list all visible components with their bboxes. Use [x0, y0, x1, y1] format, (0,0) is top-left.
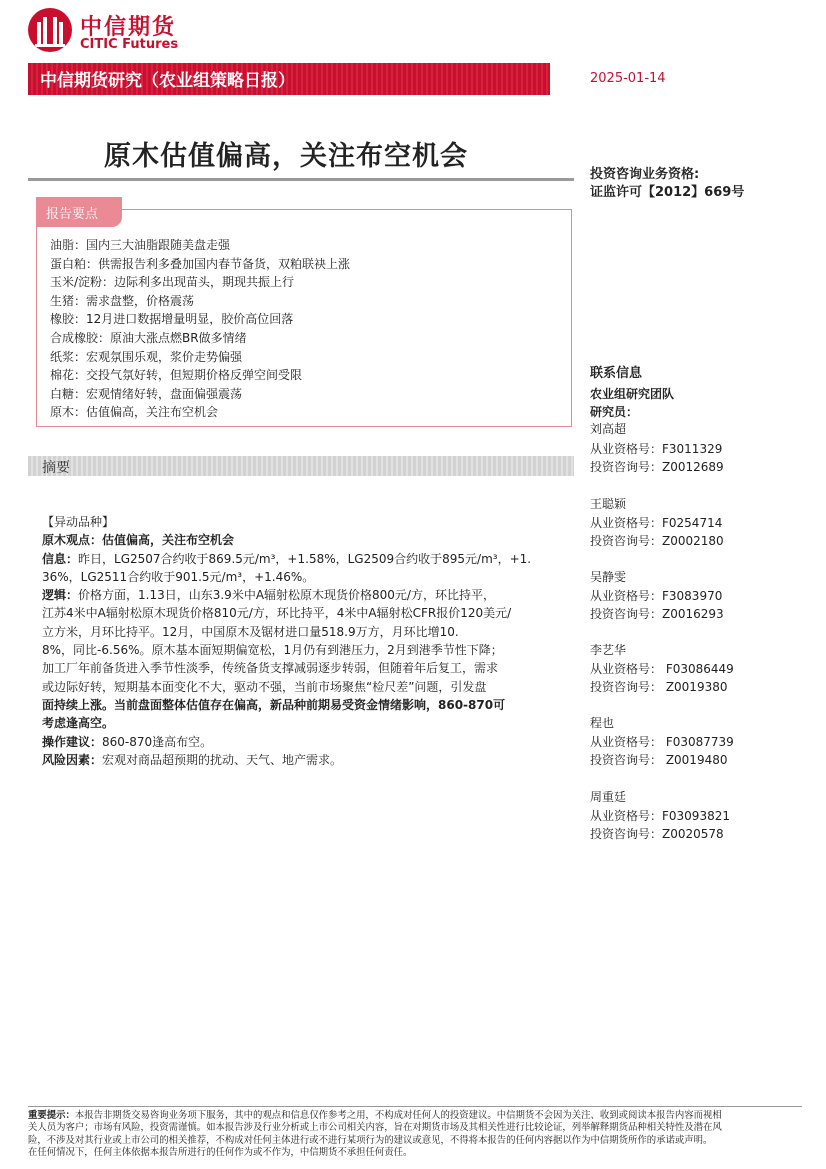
- logic-line: 逻辑：价格方面，1.13日，山东3.9米中A辐射松原木现货价格800元/方，环比持平，: [42, 588, 495, 603]
- highlight-item: 生猪：需求盘整，价格震荡: [50, 293, 195, 308]
- advice-paragraph: [42, 733, 574, 751]
- qualification-license: 证监许可【2012】669号: [590, 185, 745, 200]
- researcher-name: 吴静雯: [590, 570, 627, 584]
- logic-line: 面持续上涨。当前盘面整体估值存在偏高，新品种前期易受资金情绪影响，860-870可: [42, 697, 506, 712]
- logic-label: 逻辑：: [42, 588, 79, 603]
- advice-text: 860-870逢高布空。: [102, 734, 213, 749]
- view-label: 原木观点：: [42, 533, 103, 548]
- disclaimer-line: 关人员为客户；市场有风险，投资需谨慎。如本报告涉及行业分析或上市公司相关内容，旨在对期货市场及其相关性进行比较论证，列举解释期货品种相关特性及潜在风: [28, 1122, 722, 1134]
- researcher-name: 李艺华: [590, 643, 627, 657]
- team-name: 农业组研究团队: [590, 387, 675, 401]
- logic-line: 或边际好转，短期基本面变化不大，驱动不强，当前市场聚焦“检尺差”问题，引发盘: [42, 679, 487, 694]
- logic-line: 8%，同比-6.56%。原木基本面短期偏宽松，1月仍有到港压力，2月到港季节性下降；: [42, 643, 503, 658]
- highlight-item: 纸浆：宏观氛围乐观，浆价走势偏强: [50, 349, 243, 364]
- researcher-name: 程也: [590, 716, 615, 730]
- report-banner-title: 中信期货研究（农业组策略日报）: [40, 71, 295, 91]
- researcher-consult: 投资咨询号： Z0019380: [590, 680, 728, 694]
- logic-line: 考虑逢高空。: [42, 716, 115, 731]
- researcher-label: 研究员：: [590, 405, 639, 419]
- summary-body: [42, 513, 574, 769]
- highlights-list: [50, 236, 350, 422]
- view-paragraph: [42, 531, 574, 549]
- highlight-item: 油脂：国内三大油脂跟随美盘走强: [50, 238, 231, 252]
- researcher-consult: 投资咨询号： Z0019480: [590, 753, 728, 767]
- disclaimer-line: 险，不涉及对其行业或上市公司的相关推荐，不构成对任何主体进行或不进行某项行为的建议或意见，不得将本报告的任何内容据以作为中信期货所作的承诺或声明。: [28, 1134, 713, 1146]
- researcher-license: 从业资格号： F03087739: [590, 735, 734, 749]
- logic-line: 江苏4米中A辐射松原木现货价格810元/方，环比持平，4米中A辐射松CFR报价120美元/: [42, 606, 512, 621]
- highlight-item: 白糖：宏观情绪好转，盘面偏强震荡: [50, 386, 243, 401]
- qualification-label: 投资咨询业务资格:: [590, 167, 700, 182]
- researcher-consult: 投资咨询号：Z0012689: [590, 460, 724, 474]
- info-line: 信息：昨日，LG2507合约收于869.5元/m³，+1.58%，LG2509合约收于895元/m³，+1.: [42, 551, 532, 566]
- summary-tag: 【异动品种】: [42, 515, 115, 529]
- contact-title: 联系信息: [590, 366, 643, 381]
- researcher-license: 从业资格号：F03093821: [590, 809, 730, 823]
- risk-label: 风险因素：: [42, 752, 103, 767]
- report-date: 2025-01-14: [590, 71, 666, 86]
- summary-title: 摘要: [42, 460, 70, 476]
- researcher-consult: 投资咨询号：Z0016293: [590, 607, 724, 621]
- highlight-item: 橡胶：12月进口数据增量明显，胶价高位回落: [50, 312, 294, 327]
- logic-line: 加工厂年前备货进入季节性淡季，传统备货支撑减弱逐步转弱，但随着年后复工，需求: [42, 661, 499, 676]
- view-text: 估值偏高，关注布空机会: [102, 533, 235, 548]
- logo-cn-text: 中信期货: [80, 15, 177, 40]
- advice-label: 操作建议：: [42, 734, 103, 749]
- disclaimer-label: 重要提示：: [28, 1110, 75, 1121]
- researcher-consult: 投资咨询号：Z0002180: [590, 534, 724, 548]
- logo-en-text: CITIC Futures: [80, 37, 179, 52]
- highlight-item: 玉米/淀粉：边际利多出现苗头，期现共振上行: [50, 275, 295, 290]
- highlight-item: 原木：估值偏高，关注布空机会: [50, 405, 219, 420]
- citic-futures-logo: [28, 8, 198, 54]
- researcher-license: 从业资格号：F3083970: [590, 589, 723, 603]
- researcher-consult: 投资咨询号：Z0020578: [590, 827, 724, 841]
- info-line: 36%，LG2511合约收于901.5元/m³，+1.46%。: [42, 569, 315, 584]
- researcher-license: 从业资格号： F03086449: [590, 662, 734, 676]
- risk-paragraph: [42, 751, 574, 769]
- logic-line: 立方米，月环比持平。12月，中国原木及锯材进口量518.9万方，月环比增10.: [42, 624, 459, 639]
- info-label: 信息：: [42, 551, 79, 566]
- report-title: 原木估值偏高，关注布空机会: [104, 141, 468, 172]
- researcher-name: 刘高超: [590, 422, 627, 436]
- researcher-name: 周重廷: [590, 790, 627, 804]
- highlight-item: 棉花：交投气氛好转，但短期价格反弹空间受限: [50, 368, 303, 383]
- disclaimer-divider: [28, 1106, 802, 1107]
- researcher-name: 王聪颖: [590, 497, 627, 511]
- disclaimer: [28, 1110, 802, 1159]
- disclaimer-line: 在任何情况下，任何主体依据本报告所进行的任何作为或不作为，中信期货不承担任何责任。: [28, 1146, 413, 1158]
- risk-text: 宏观对商品超预期的扰动、天气、地产需求。: [102, 752, 343, 767]
- highlights-tab-label: 报告要点: [46, 207, 99, 222]
- title-divider: [28, 178, 574, 181]
- logo-emblem-icon: [28, 8, 72, 52]
- researcher-license: 从业资格号：F3011329: [590, 442, 723, 456]
- highlight-item: 蛋白粕：供需报告利多叠加国内春节备货，双粕联袂上涨: [50, 256, 351, 271]
- researcher-license: 从业资格号：F0254714: [590, 516, 723, 530]
- summary-header-bar: [28, 456, 574, 476]
- disclaimer-line: 重要提示：本报告非期货交易咨询业务项下服务，其中的观点和信息仅作参考之用，不构成对任何人的投资建议。中信期货不会因为关注、收到或阅读本报告内容而视相: [28, 1110, 722, 1121]
- highlight-item: 合成橡胶：原油大涨点燃BR做多情绪: [50, 330, 247, 345]
